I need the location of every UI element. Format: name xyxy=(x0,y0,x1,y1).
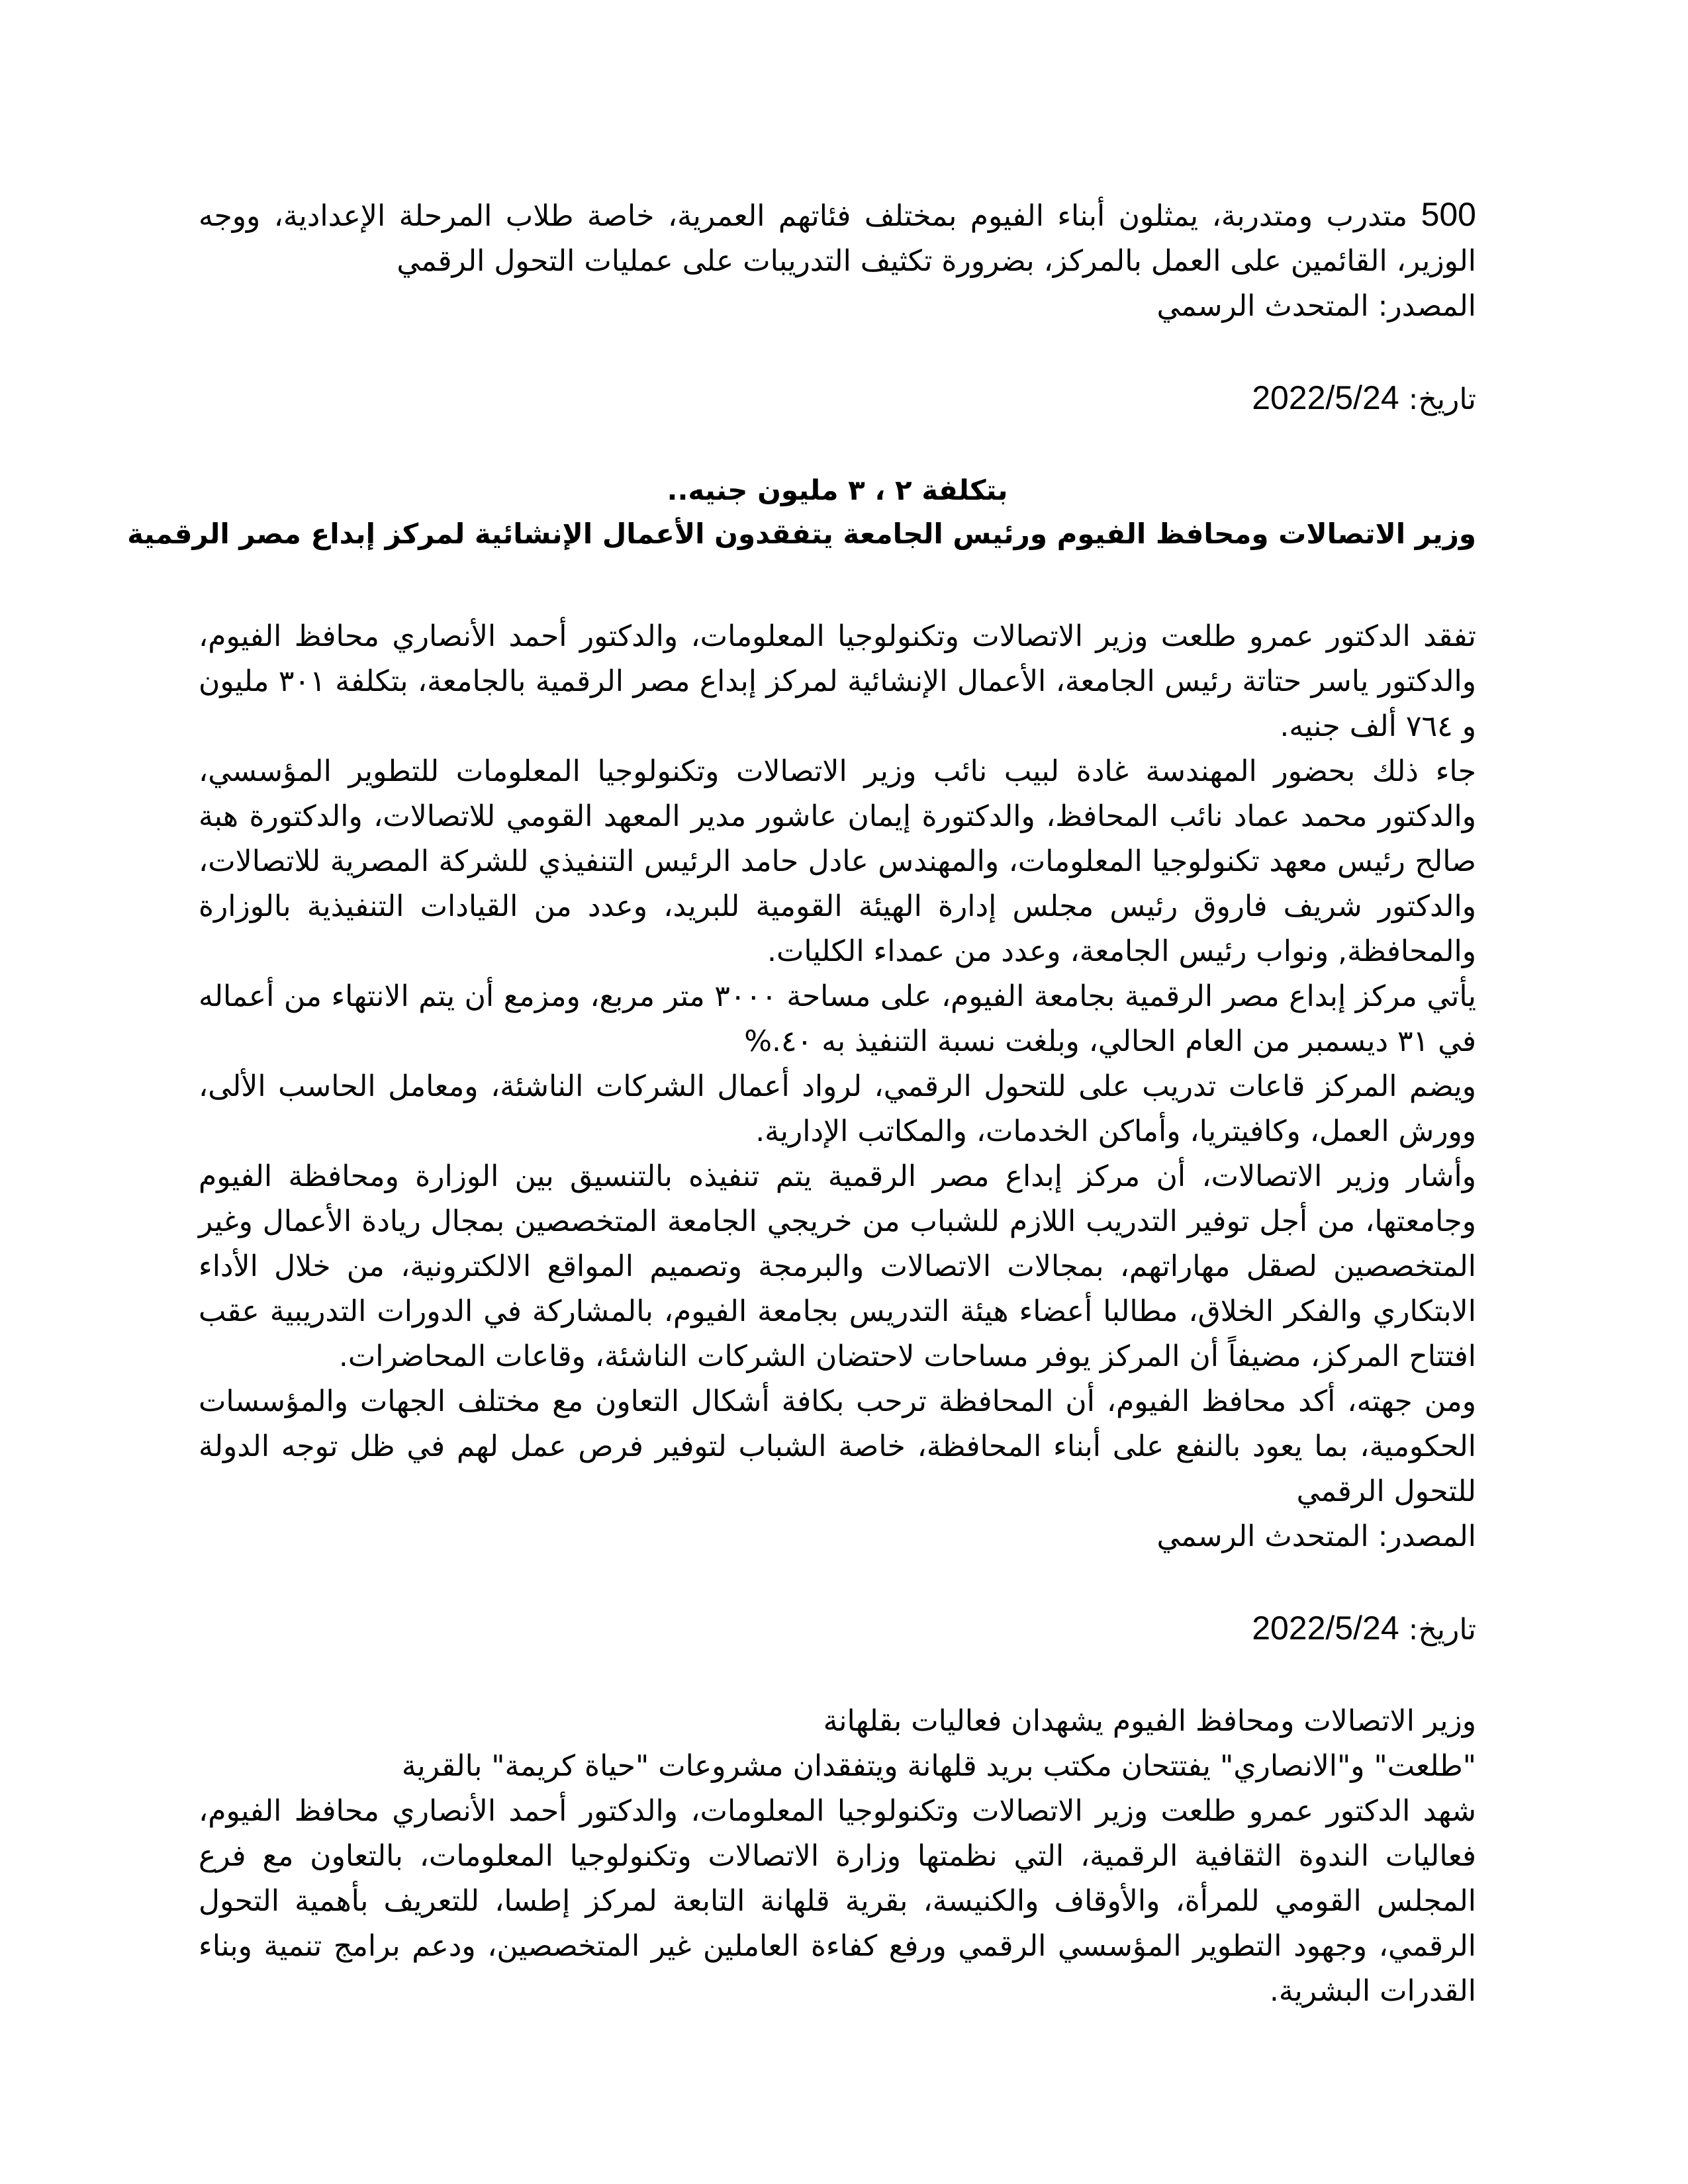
headline-line-1: بتكلفة ٢ ، ٣ مليون جنيه.. xyxy=(667,474,1008,506)
intro-paragraph xyxy=(199,192,1476,284)
date-label: تاريخ: xyxy=(1408,1613,1476,1647)
trainee-count: 500 xyxy=(1421,196,1476,233)
article-paragraph: شهد الدكتور عمرو طلعت وزير الاتصالات وتكنولوجيا المعلومات، والدكتور أحمد الأنصاري محافظ الفيوم، فعاليات الندوة الثقافية الرقمية، التي نظمتها وزارة الاتصالات وتكنولوجيا المعلومات، بالتعاون مع فرع المجلس القومي للمرأة، والأوقاف والكنيسة، بقرية قلهانة التابعة لمركز إطسا، للتعريف بأهمية التحول الرقمي، وجهود التطوير المؤسسي الرقمي ورفع كفاءة العاملين غير المتخصصين، ودعم برامج تنمية وبناء القدرات البشرية. xyxy=(199,1794,1476,2008)
article-paragraph: يأتي مركز إبداع مصر الرقمية بجامعة الفيوم، على مساحة ٣٠٠٠ متر مربع، ومزمع أن يتم الانتهاء من أعماله في ٣١ ديسمبر من العام الحالي، وبلغت نسبة التنفيذ به ٤٠.% xyxy=(199,979,1477,1058)
headline-line-2: وزير الاتصالات ومحافظ الفيوم ورئيس الجامعة يتفقدون الأعمال الإنشائية لمركز إبداع مصر الرقمية xyxy=(127,518,1476,550)
source-line: المصدر: المتحدث الرسمي xyxy=(1156,1520,1476,1553)
date-line xyxy=(199,375,1476,422)
article-paragraph: وأشار وزير الاتصالات، أن مركز إبداع مصر الرقمية يتم تنفيذه بالتنسيق بين الوزارة ومحافظة الفيوم وجامعتها، من أجل توفير التدريب اللازم للشباب من خريجي الجامعة المتخصصين بمجال ريادة الأعمال وغير المتخصصين لصقل مهاراتهم، بمجالات الاتصالات والبرمجة وتصميم المواقع الالكترونية، من خلال الأداء الابتكاري والفكر الخلاق، مطالبا أعضاء هيئة التدريس بجامعة الفيوم، بالمشاركة في الدورات التدريبية عقب افتتاح المركز، مضيفاً أن المركز يوفر مساحات لاحتضان الشركات الناشئة، وقاعات المحاضرات. xyxy=(199,1160,1476,1373)
date-value: 2022/5/24 xyxy=(1252,379,1399,416)
date-value: 2022/5/24 xyxy=(1252,1610,1399,1647)
article-paragraph: جاء ذلك بحضور المهندسة غادة لبيب نائب وزير الاتصالات وتكنولوجيا المعلومات للتطوير المؤسسي، والدكتور محمد عماد نائب المحافظ، والدكتورة إيمان عاشور مدير المعهد القومي للاتصالات، والدكتورة هبة صالح رئيس معهد تكنولوجيا المعلومات، والمهندس عادل حامد الرئيس التنفيذي للشركة المصرية للاتصالات، والدكتور شريف فاروق رئيس مجلس إدارة الهيئة القومية للبريد، وعدد من القيادات التنفيذية بالوزارة والمحافظة, ونواب رئيس الجامعة، وعدد من عمداء الكليات. xyxy=(199,754,1476,968)
date-label: تاريخ: xyxy=(1408,383,1476,416)
date-line xyxy=(199,1606,1476,1653)
article-paragraph: ومن جهته، أكد محافظ الفيوم، أن المحافظة ترحب بكافة أشكال التعاون مع مختلف الجهات والمؤسسات الحكومية، بما يعود بالنفع على أبناء المحافظة، خاصة الشباب لتوفير فرص عمل لهم في ظل توجه الدولة للتحول الرقمي xyxy=(199,1385,1476,1508)
source-line: المصدر: المتحدث الرسمي xyxy=(1156,289,1476,323)
article-paragraph: تفقد الدكتور عمرو طلعت وزير الاتصالات وتكنولوجيا المعلومات، والدكتور أحمد الأنصاري محافظ الفيوم، والدكتور ياسر حتاتة رئيس الجامعة، الأعمال الإنشائية لمركز إبداع مصر الرقمية بالجامعة، بتكلفة ٣٠١ مليون و ٧٦٤ ألف جنيه. xyxy=(199,619,1476,743)
article-title-line-1: وزير الاتصالات ومحافظ الفيوم يشهدان فعاليات بقلهانة xyxy=(823,1704,1476,1738)
document-page xyxy=(127,192,1477,2014)
article-title-line-2: "طلعت" و"الانصاري" يفتتحان مكتب بريد قلهانة ويتفقدان مشروعات "حياة كريمة" بالقرية xyxy=(401,1749,1476,1783)
article-paragraph: ويضم المركز قاعات تدريب على للتحول الرقمي، لرواد أعمال الشركات الناشئة، ومعامل الحاسب الألى، وورش العمل، وكافيتريا، وأماكن الخدمات، والمكاتب الإدارية. xyxy=(199,1069,1476,1148)
intro-text: متدرب ومتدربة، يمثلون أبناء الفيوم بمختلف فئاتهم العمرية، خاصة طلاب المرحلة الإعدادية، ووجه الوزير، القائمين على العمل بالمركز، بضرورة تكثيف التدريبات على عمليات التحول الرقمي xyxy=(199,199,1476,278)
